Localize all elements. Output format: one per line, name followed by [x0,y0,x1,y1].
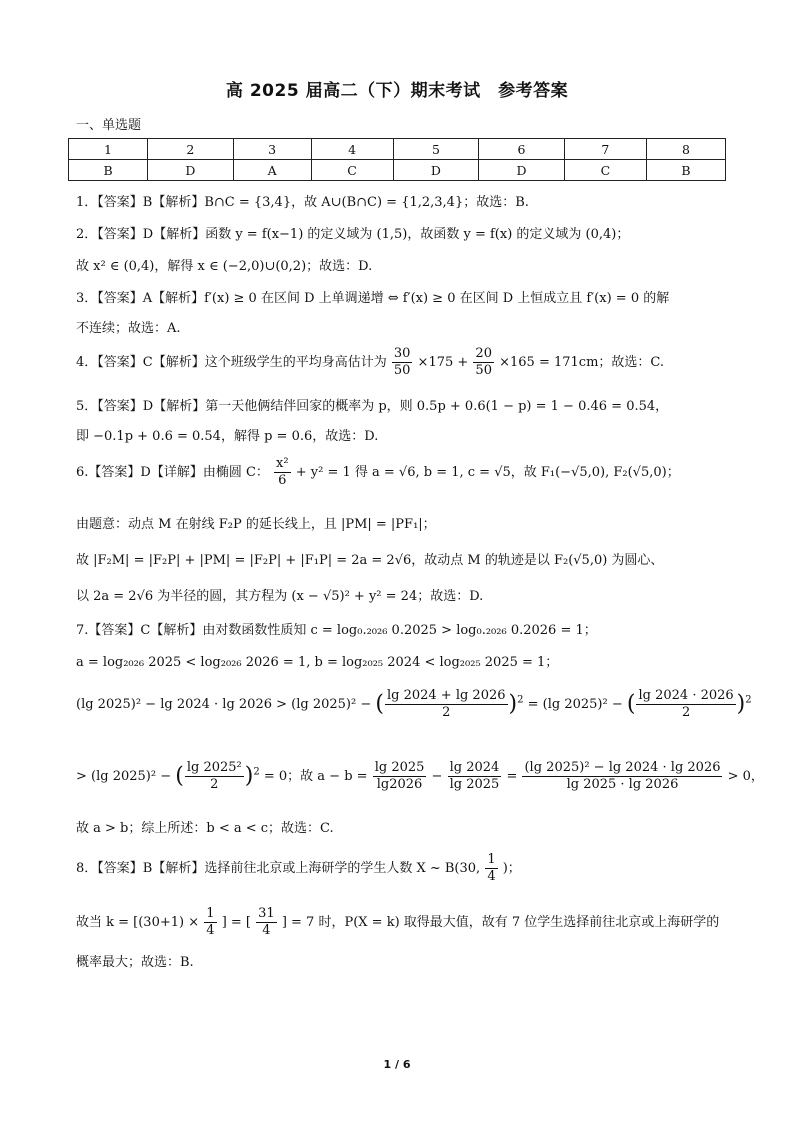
fraction: $\frac{1}{4}$ [206,906,215,938]
fraction: $\frac{\lg 2024 + \lg 2026}{2}$ [386,688,506,720]
q6-solution-line3: 故 |F₂M| = |F₂P| + |PM| = |F₂P| + |F₁P| = 2a = 2√6，故动点 M 的轨迹是以 F₂(√5,0) 为圆心、 [76,553,664,568]
exponent: 2 [253,766,260,778]
q8-text: ] = [ [221,915,251,930]
table-cell: D [148,160,234,181]
q7-solution-line1: 7.【答案】C【解析】由对数函数性质知 c = log₀.₂₀₂₆ 0.2025 > log₀.₂₀₂₆ 0.2026 = 1； [76,623,597,638]
q8-solution-line1 [76,852,521,885]
fraction: $\frac{30}{50}$ [393,346,411,378]
equals-sign: = [506,769,518,784]
paren-left: ( [175,763,184,789]
fraction: $\frac{\lg 2024 \cdot 2026}{2}$ [638,688,734,720]
q6-solution-line2: 由题意：动点 M 在射线 F₂P 的延长线上，且 |PM| = |PF₁|； [76,517,436,532]
q7-text: = (lg 2025)² − [527,697,623,712]
q8-text: 故当 k = [(30+1) × [76,915,200,930]
section-heading: 一、单选题 [76,118,142,133]
q8-text: ] = 7 时，P(X = k) 取得最大值，故有 7 位学生选择前往北京或上海研学的 [281,915,720,930]
q7-text: > 0， [727,769,764,784]
table-cell: D [479,160,565,181]
q4-text: 4．【答案】C【解析】这个班级学生的平均身高估计为 [76,355,387,370]
q6-text: 6.【答案】D【详解】由椭圆 C： [76,465,269,480]
paren-left: ( [375,691,384,717]
fraction: $\frac{\text{(lg 2025)² − lg 2024 · lg 2026}}{\lg 2025 \cdot \lg 2026}$ [524,760,721,792]
fraction: $\frac{\text{x²}}{6}$ [276,456,289,488]
fraction: $\frac{\text{lg 2025²}}{2}$ [186,760,242,792]
q7-solution-line3 [76,688,752,721]
q4-text: ×165 = 171cm；故选：C. [499,355,665,370]
exponent: 2 [517,694,524,706]
paren-right: ) [508,691,518,717]
table-cell: 8 [646,139,725,160]
paren-right: ) [244,763,254,789]
q6-solution-line1 [76,456,680,489]
table-cell: 5 [393,139,479,160]
q7-text: > (lg 2025)² − [76,769,172,784]
q4-solution [76,346,664,379]
q3-solution-line1: 3．【答案】A【解析】f′(x) ≥ 0 在区间 D 上单调递增 ⇔ f′(x) ≥ 0 在区间 D 上恒成立且 f′(x) = 0 的解 [76,291,670,306]
q2-solution-line2: 故 x² ∈ (0,4)，解得 x ∈ (−2,0)∪(0,2)；故选：D. [76,259,373,274]
q7-solution-line4 [76,760,764,793]
answer-table [68,138,726,181]
fraction: $\frac{1}{4}$ [487,852,496,884]
table-row-answers [69,160,726,181]
q8-solution-line3: 概率最大；故选：B. [76,955,194,970]
q7-solution-line5: 故 a > b；综上所述：b < a < c；故选：C. [76,821,334,836]
table-cell: A [233,160,311,181]
table-cell: C [311,160,393,181]
q6-solution-line4: 以 2a = 2√6 为半径的圆，其方程为 (x − √5)² + y² = 24；故选：D. [76,589,484,604]
q8-text: 8．【答案】B【解析】选择前往北京或上海研学的学生人数 X ~ B(30, [76,861,481,876]
q2-solution-line1: 2．【答案】D【解析】函数 y = f(x−1) 的定义域为 (1,5)，故函数 y = f(x) 的定义域为 (0,4)； [76,227,630,242]
q7-solution-line2: a = log₂₀₂₆ 2025 < log₂₀₂₆ 2026 = 1, b = log₂₀₂₅ 2024 < log₂₀₂₅ 2025 = 1； [76,655,559,670]
q5-solution-line2: 即 −0.1p + 0.6 = 0.54，解得 p = 0.6，故选：D. [76,429,379,444]
page-number: 1 / 6 [383,1058,411,1071]
q5-solution-line1: 5．【答案】D【解析】第一天他俩结伴回家的概率为 p，则 0.5p + 0.6(1 − p) = 1 − 0.46 = 0.54， [76,399,669,414]
page-title: 高 2025 届高二（下）期末考试 参考答案 [225,81,569,101]
q8-solution-line2 [76,906,719,939]
q8-text: )； [502,861,521,876]
q6-text: + y² = 1 得 a = √6, b = 1, c = √5，故 F₁(−√5,0), F₂(√5,0)； [295,465,680,480]
table-cell: 4 [311,139,393,160]
exponent: 2 [745,694,752,706]
table-row-numbers [69,139,726,160]
table-cell: 7 [564,139,646,160]
fraction: $\frac{\lg 2024}{\lg 2025}$ [449,760,500,792]
paren-left: ( [626,691,636,717]
fraction: $\frac{\lg 2025}{\lg 2026}$ [374,760,425,792]
q7-text: (lg 2025)² − lg 2024 · lg 2026 > (lg 2025)² − [76,697,372,712]
table-cell: D [393,160,479,181]
fraction: $\frac{20}{50}$ [475,346,492,378]
table-cell: B [646,160,725,181]
table-cell: 1 [69,139,148,160]
paren-right: ) [736,691,746,717]
q1-solution: 1．【答案】B【解析】B∩C = {3,4}，故 A∪(B∩C) = {1,2,3,4}；故选：B. [76,195,529,210]
table-cell: 2 [148,139,234,160]
q7-text: = 0；故 a − b = [263,769,368,784]
table-cell: C [564,160,646,181]
table-cell: 6 [479,139,565,160]
q3-solution-line2: 不连续；故选：A. [76,321,181,336]
table-cell: B [69,160,148,181]
q4-text: ×175 + [417,355,469,370]
fraction: $\frac{31}{4}$ [258,906,275,938]
table-cell: 3 [233,139,311,160]
minus-sign: − [431,769,443,784]
